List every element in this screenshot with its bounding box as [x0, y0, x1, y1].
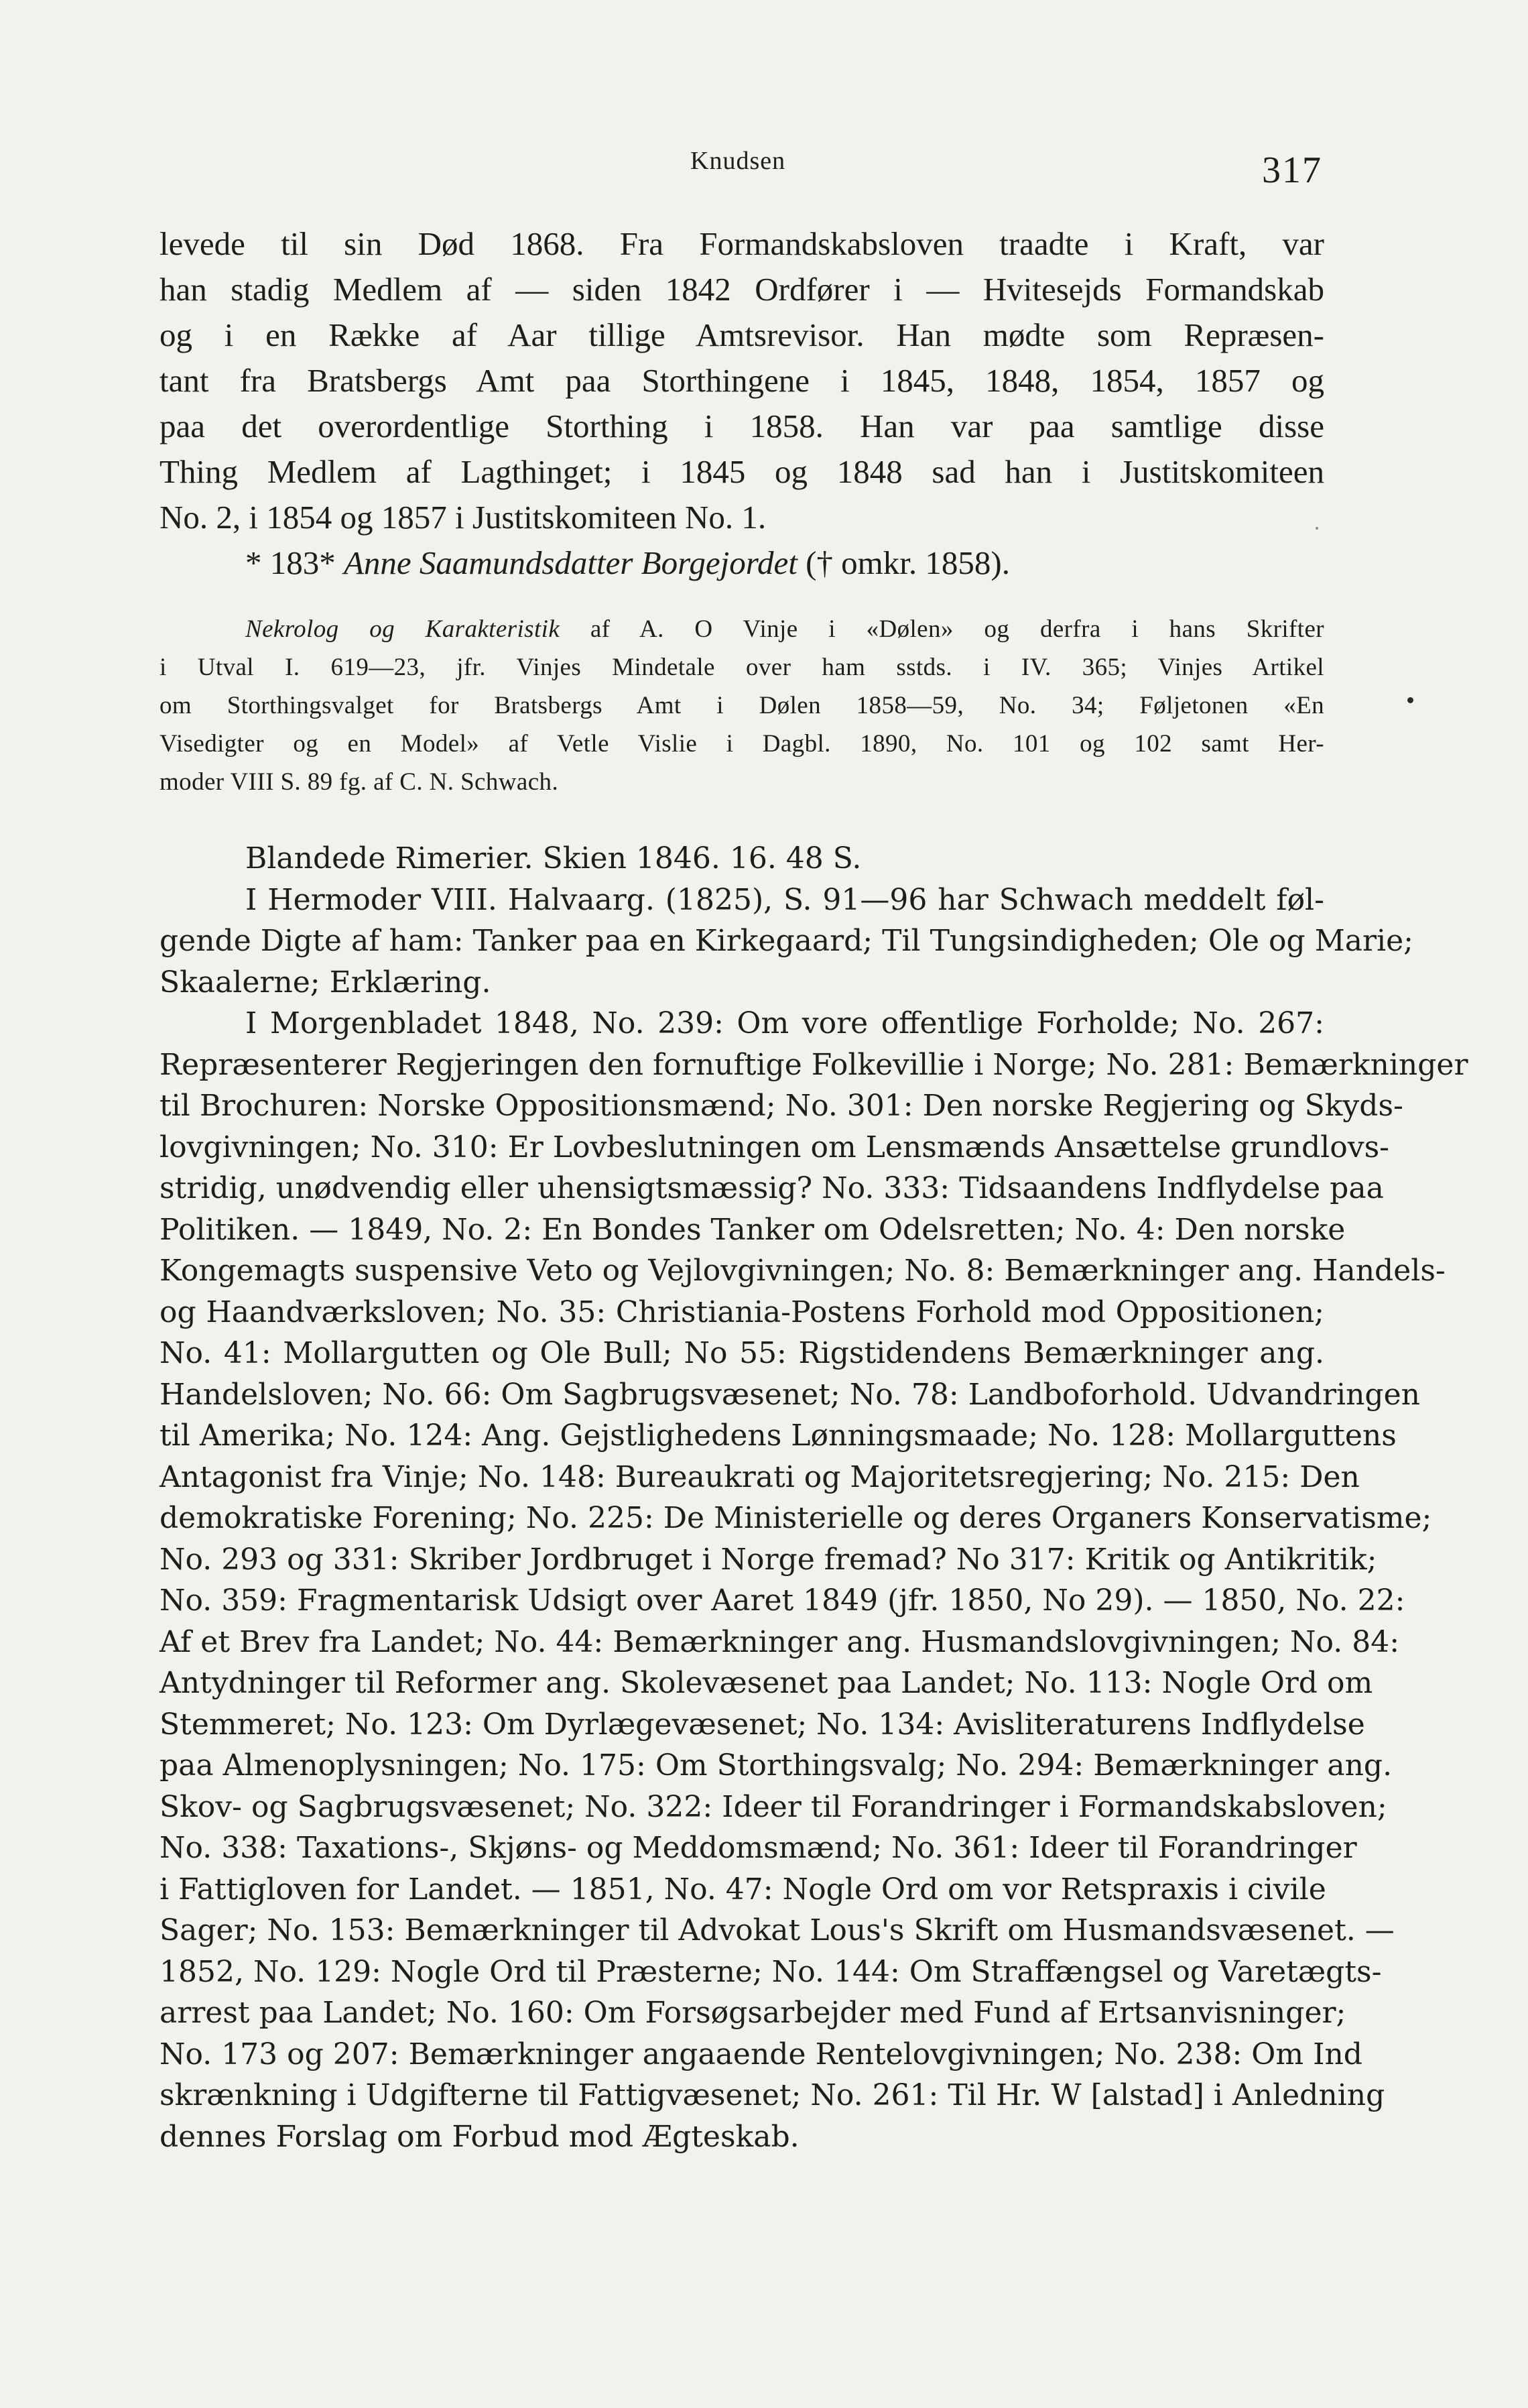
text-line: Antagonist fra Vinje; No. 148: Bureaukrati og Majoritetsregjering; No. 215: Den: [160, 1459, 1360, 1494]
text-line: Sager; No. 153: Bemærkninger til Advokat Lous's Skrift om Husmandsvæsenet. —: [160, 1913, 1395, 1947]
text-line: No. 293 og 331: Skriber Jordbruget i Norge fremad? No 317: Kritik og Antikritik;: [160, 1542, 1377, 1577]
text-line: No. 41: Mollargutten og Ole Bull; No 55: Rigstidendens Bemærkninger ang.: [160, 1336, 1324, 1370]
text-line: No. 338: Taxations-, Skjøns- og Meddomsmænd; No. 361: Ideer til Forandringer: [160, 1831, 1357, 1865]
text-line: til Brochuren: Norske Oppositionsmænd; No. 301: Den norske Regjering og Skyds-: [160, 1089, 1403, 1123]
text-line: Politiken. — 1849, No. 2: En Bondes Tanker om Odelsretten; No. 4: Den norske: [160, 1212, 1346, 1247]
text-line: Repræsenterer Regjeringen den fornuftige Folkevillie i Norge; No. 281: Bemærkninger: [160, 1047, 1468, 1082]
text-line: gende Digte af ham: Tanker paa en Kirkegaard; Til Tungsindigheden; Ole og Marie;: [160, 924, 1413, 958]
sources-lead: Nekrolog og Karakteristik: [245, 615, 560, 643]
text-line: i Utval I. 619—23, jfr. Vinjes Mindetale over ham sstds. i IV. 365; Vinjes Artikel: [160, 654, 1324, 681]
text-line: i Fattigloven for Landet. — 1851, No. 47: Nogle Ord om vor Retspraxis i civile: [160, 1872, 1326, 1907]
biography-paragraph: [160, 221, 1324, 586]
text-line: I Morgenbladet 1848, No. 239: Om vore offentlige Forholde; No. 267:: [245, 1006, 1324, 1040]
text-line: og i en Række af Aar tillige Amtsrevisor. Han mødte som Repræsen-: [160, 316, 1324, 353]
page-number: 317: [1262, 149, 1322, 191]
text-line: til Amerika; No. 124: Ang. Gejstlighedens Lønningsmaade; No. 128: Mollarguttens: [160, 1419, 1397, 1453]
text-line: om Storthingsvalget for Bratsbergs Amt i Dølen 1858—59, No. 34; Føljetonen «En: [160, 692, 1324, 719]
text-line: demokratiske Forening; No. 225: De Ministerielle og deres Organers Konservatisme;: [160, 1501, 1432, 1535]
text-line: Handelsloven; No. 66: Om Sagbrugsvæsenet; No. 78: Landboforhold. Udvandringen: [160, 1377, 1420, 1412]
text-line: stridig, unødvendig eller uhensigtsmæssig? No. 333: Tidsaandens Indflydelse paa: [160, 1171, 1384, 1205]
text-line: og Haandværksloven; No. 35: Christiania-Postens Forhold mod Oppositionen;: [160, 1295, 1324, 1329]
ink-fleck: [1407, 697, 1413, 703]
text-line: dennes Forslag om Forbud mod Ægteskab.: [160, 2119, 800, 2154]
text-line: Skaalerne; Erklæring.: [160, 965, 491, 1000]
entry-heading: [160, 540, 1324, 586]
text-line: No. 2, i 1854 og 1857 i Justitskomiteen No. 1.: [160, 499, 767, 536]
text-line: 1852, No. 129: Nogle Ord til Præsterne; No. 144: Om Straffængsel og Varetægts-: [160, 1954, 1382, 1989]
text-line: Blandede Rimerier. Skien 1846. 16. 48 S.: [245, 841, 862, 876]
ink-fleck: [1316, 527, 1318, 530]
text-line: moder VIII S. 89 fg. af C. N. Schwach.: [160, 768, 559, 796]
text-line: skrænkning i Udgifterne til Fattigvæsenet; No. 261: Til Hr. W [alstad] i Anledning: [160, 2078, 1385, 2112]
text-line: No. 359: Fragmentarisk Udsigt over Aaret 1849 (jfr. 1850, No 29). — 1850, No. 22:: [160, 1583, 1405, 1618]
text-line: I Hermoder VIII. Halvaarg. (1825), S. 91—96 har Schwach meddelt føl-: [245, 882, 1324, 917]
text-line: paa Almenoplysningen; No. 175: Om Storthingsvalg; No. 294: Bemærkninger ang.: [160, 1748, 1393, 1783]
sources-paragraph: [160, 610, 1324, 801]
text-line: Visedigter og en Model» af Vetle Vislie i Dagbl. 1890, No. 101 og 102 samt Her-: [160, 730, 1324, 758]
entry-dates: († omkr. 1858).: [806, 544, 1010, 581]
text-line: Stemmeret; No. 123: Om Dyrlægevæsenet; No. 134: Avisliteraturens Indflydelse: [160, 1707, 1365, 1742]
entry-name: Anne Saamundsdatter Borgejordet: [344, 544, 798, 581]
text-line: han stadig Medlem af — siden 1842 Ordfører i — Hvitesejds Formandskab: [160, 271, 1324, 308]
text-line: Skov- og Sagbrugsvæsenet; No. 322: Ideer til Forandringer i Formandskabsloven;: [160, 1789, 1387, 1824]
text-line: levede til sin Død 1868. Fra Formandskabsloven traadte i Kraft, var: [160, 225, 1324, 262]
bibliography-list: [160, 838, 1468, 2157]
text-line: Antydninger til Reformer ang. Skolevæsenet paa Landet; No. 113: Nogle Ord om: [160, 1666, 1373, 1700]
text-line: Nekrolog og Karakteristik af A. O Vinje i «Dølen» og derfra i hans Skrifter: [245, 615, 1324, 643]
text-line: No. 173 og 207: Bemærkninger angaaende Rentelovgivningen; No. 238: Om Ind: [160, 2037, 1362, 2071]
entry-marker: * 183*: [245, 544, 336, 581]
text-line: lovgivningen; No. 310: Er Lovbeslutningen om Lensmænds Ansættelse grundlovs-: [160, 1130, 1390, 1164]
running-head: Knudsen: [690, 147, 786, 175]
text-line: Af et Brev fra Landet; No. 44: Bemærkninger ang. Husmandslovgivningen; No. 84:: [160, 1624, 1400, 1659]
text-line: Kongemagts suspensive Veto og Vejlovgivningen; No. 8: Bemærkninger ang. Handels-: [160, 1254, 1446, 1288]
text-line: paa det overordentlige Storthing i 1858. Han var paa samtlige disse: [160, 408, 1324, 444]
text-line: arrest paa Landet; No. 160: Om Forsøgsarbejder med Fund af Ertsanvisninger;: [160, 1996, 1346, 2030]
text-line: Thing Medlem af Lagthinget; i 1845 og 1848 sad han i Justitskomiteen: [160, 453, 1324, 490]
text-line: tant fra Bratsbergs Amt paa Storthingene i 1845, 1848, 1854, 1857 og: [160, 362, 1324, 399]
